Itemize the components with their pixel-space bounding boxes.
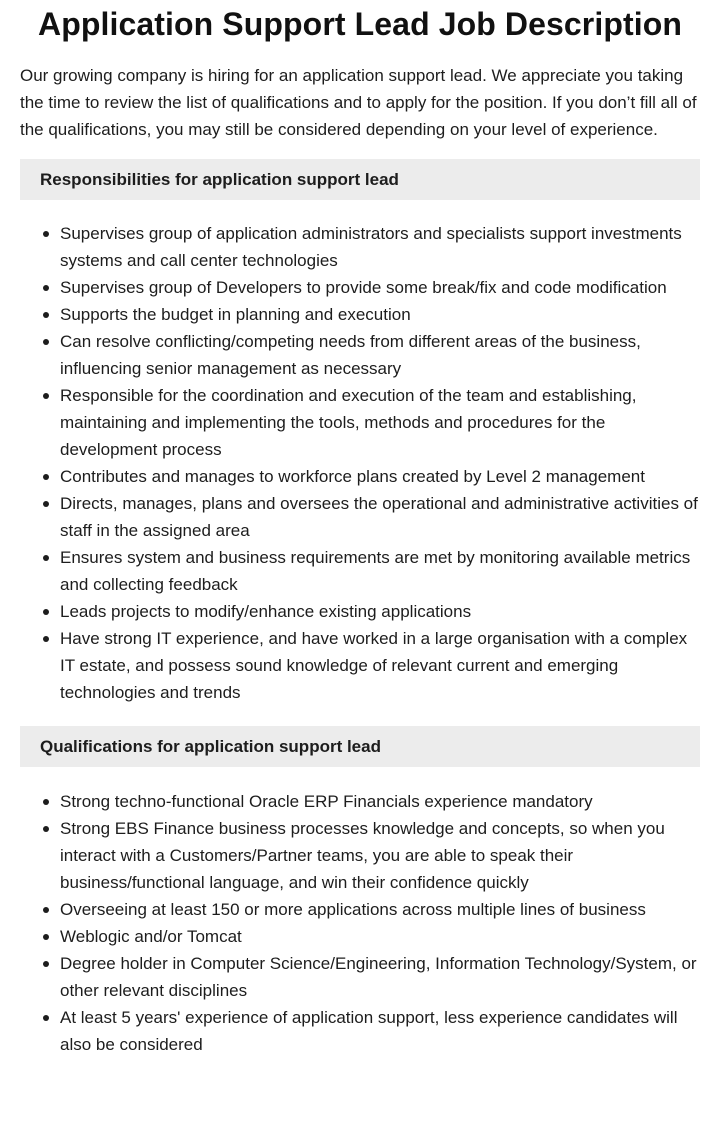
intro-paragraph: Our growing company is hiring for an application support lead. We appreciate you taking the time to review the list of qualifications and to apply for the position. If you don’t fill all of the qualifications, you may still be considered depending on your level of experience. bbox=[20, 66, 697, 139]
qualifications-heading: Qualifications for application support lead bbox=[20, 726, 700, 767]
responsibility-item: Supervises group of Developers to provide some break/fix and code modification bbox=[60, 274, 720, 301]
responsibilities-list bbox=[0, 220, 720, 706]
responsibility-item: Supervises group of application administrators and specialists support investments systems and call center technologies bbox=[60, 220, 720, 274]
responsibility-item: Directs, manages, plans and oversees the operational and administrative activities of staff in the assigned area bbox=[60, 490, 720, 544]
qualification-item: Overseeing at least 150 or more applications across multiple lines of business bbox=[60, 896, 720, 923]
qualification-item: Degree holder in Computer Science/Engineering, Information Technology/System, or other relevant disciplines bbox=[60, 950, 720, 1004]
responsibility-item: Have strong IT experience, and have worked in a large organisation with a complex IT estate, and possess sound knowledge of relevant current and emerging technologies and trends bbox=[60, 625, 720, 706]
qualifications-list bbox=[0, 788, 720, 1058]
qualification-item: Strong EBS Finance business processes knowledge and concepts, so when you interact with a Customers/Partner teams, you are able to speak their business/functional language, and win their confidence quickly bbox=[60, 815, 720, 896]
responsibility-item: Leads projects to modify/enhance existing applications bbox=[60, 598, 720, 625]
qualification-item: At least 5 years' experience of application support, less experience candidates will also be considered bbox=[60, 1004, 720, 1058]
qualification-item: Weblogic and/or Tomcat bbox=[60, 923, 720, 950]
responsibility-item: Ensures system and business requirements are met by monitoring available metrics and collecting feedback bbox=[60, 544, 720, 598]
qualification-item: Strong techno-functional Oracle ERP Financials experience mandatory bbox=[60, 788, 720, 815]
responsibilities-heading: Responsibilities for application support lead bbox=[20, 159, 700, 200]
page-title: Application Support Lead Job Description bbox=[37, 6, 683, 42]
responsibility-item: Contributes and manages to workforce plans created by Level 2 management bbox=[60, 463, 720, 490]
responsibility-item: Can resolve conflicting/competing needs from different areas of the business, influencing senior management as necessary bbox=[60, 328, 720, 382]
responsibility-item: Supports the budget in planning and execution bbox=[60, 301, 720, 328]
responsibility-item: Responsible for the coordination and execution of the team and establishing, maintaining and implementing the tools, methods and procedures for the development process bbox=[60, 382, 720, 463]
